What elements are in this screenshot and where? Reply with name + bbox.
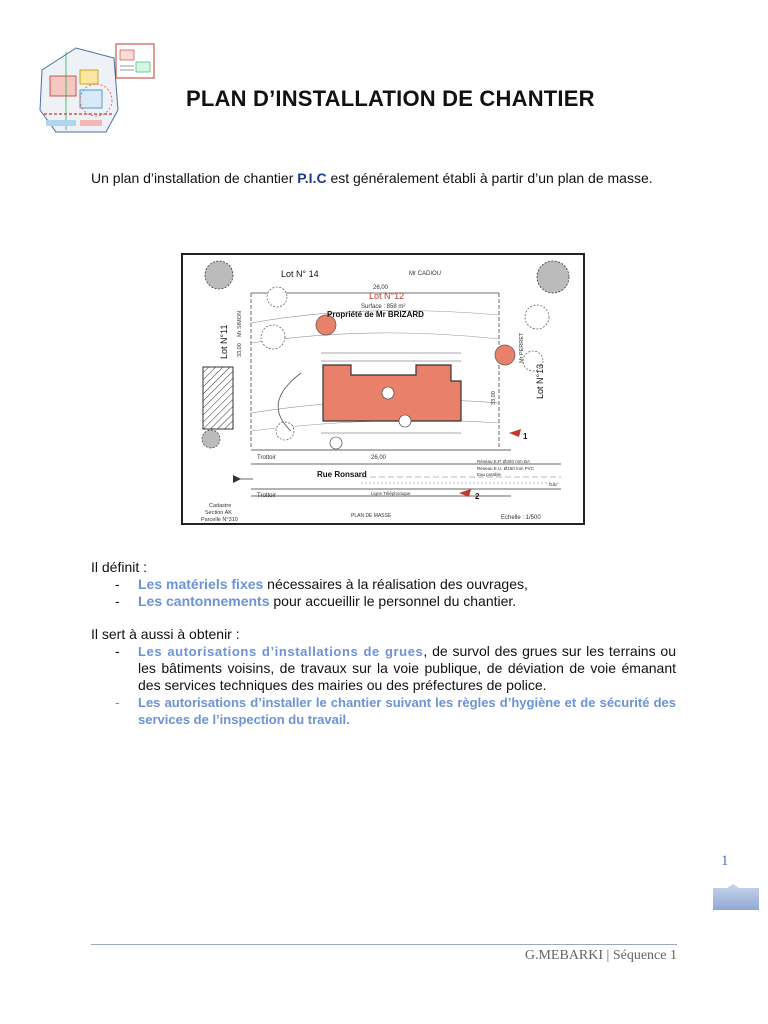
list-item xyxy=(91,576,676,593)
definit-item-highlight: Les cantonnements xyxy=(138,593,270,609)
intro-text-after: est généralement établi à partir d’un plan de masse. xyxy=(326,170,653,186)
obtenir-item-highlight: Les autorisations d’installations de grues xyxy=(138,644,424,659)
plan-street: Rue Ronsard xyxy=(317,470,367,479)
plan-trottoir-2: Trottoir xyxy=(257,493,276,499)
intro-paragraph xyxy=(91,170,675,187)
plan-property: Propriété de Mr BRIZARD xyxy=(327,310,424,319)
pic-acronym: P.I.C xyxy=(297,170,327,186)
plan-marker-2: 2 xyxy=(475,492,480,501)
list-dash: - xyxy=(115,576,120,592)
footer-text: G.MEBARKI | Séquence 1 xyxy=(524,948,677,963)
obtenir-section xyxy=(91,626,676,728)
plan-owner-top: Mr CADIOU xyxy=(409,271,441,277)
list-dash: - xyxy=(115,694,120,710)
list-item xyxy=(91,643,676,694)
definit-list xyxy=(91,576,676,610)
plan-lot12: Lot N°12 xyxy=(369,291,405,301)
plan-marker-1: 1 xyxy=(523,432,528,441)
plan-cadastre-3: Parcelle N°310 xyxy=(201,517,238,523)
footer-divider xyxy=(91,944,677,945)
plan-cadastre-1: Cadastre xyxy=(209,503,232,509)
plan-network-1: Réseau E.P. Ø300 mm BA xyxy=(477,459,530,464)
plan-network-5: Ligne Téléphonique xyxy=(371,491,411,496)
plan-width-top: 26,00 xyxy=(373,285,389,291)
page-tab-icon xyxy=(713,884,759,910)
list-dash: - xyxy=(115,593,120,609)
plan-owner-left: Mr SIMON xyxy=(237,311,243,337)
plan-trottoir-1: Trottoir xyxy=(257,455,276,461)
obtenir-item-end: . xyxy=(346,712,350,727)
plan-width-bottom: 26,00 xyxy=(371,455,387,461)
plan-owner-right: Mr PERRET xyxy=(519,332,525,363)
plan-lot13: Lot N°13 xyxy=(535,363,545,399)
page-number: 1 xyxy=(721,853,729,869)
plan-scale: Echelle : 1/500 xyxy=(501,515,541,521)
plan-lot14: Lot N° 14 xyxy=(281,269,319,279)
site-plan-logo-icon xyxy=(36,40,158,135)
list-item xyxy=(91,593,676,610)
plan-network-3: Eau potable xyxy=(477,472,502,477)
definit-item-rest: nécessaires à la réalisation des ouvrages, xyxy=(263,576,528,592)
plan-label: PLAN DE MASSE xyxy=(351,513,392,519)
plan-depth-right: 33,00 xyxy=(491,391,497,405)
plan-surface: Surface : 858 m² xyxy=(361,304,406,310)
obtenir-heading: Il sert à aussi à obtenir : xyxy=(91,626,240,642)
definit-item-highlight: Les matériels fixes xyxy=(138,576,264,592)
plan-network-2: Réseau E.U. Ø160 mm PVC xyxy=(477,466,535,471)
intro-text-before: Un plan d’installation de chantier xyxy=(91,170,298,186)
definit-section xyxy=(91,559,676,610)
page-title: PLAN D’INSTALLATION DE CHANTIER xyxy=(186,86,595,111)
list-dash: - xyxy=(115,643,120,659)
plan-cadastre-2: Section AK xyxy=(205,510,232,516)
plan-de-masse-figure xyxy=(181,253,585,525)
obtenir-item-highlight: Les autorisations d’installer le chantier suivant les règles d’hygiène et de sécurité des services de l’inspection du travail xyxy=(138,695,676,727)
definit-heading: Il définit : xyxy=(91,559,148,575)
list-item xyxy=(91,694,676,728)
plan-lot11: Lot N°11 xyxy=(219,324,229,359)
obtenir-list xyxy=(91,643,676,728)
definit-item-rest: pour accueillir le personnel du chantier. xyxy=(269,593,517,609)
plan-depth-left: 33,00 xyxy=(237,343,243,357)
plan-network-4: Gaz xyxy=(549,482,558,487)
obtenir-item-rest: , de survol des grues sur les terrains ou les bâtiments voisins, de travaux sur la voie publique, de déviation de voie émanant des services techniques des mairies ou des préfectures de police. xyxy=(138,643,676,693)
